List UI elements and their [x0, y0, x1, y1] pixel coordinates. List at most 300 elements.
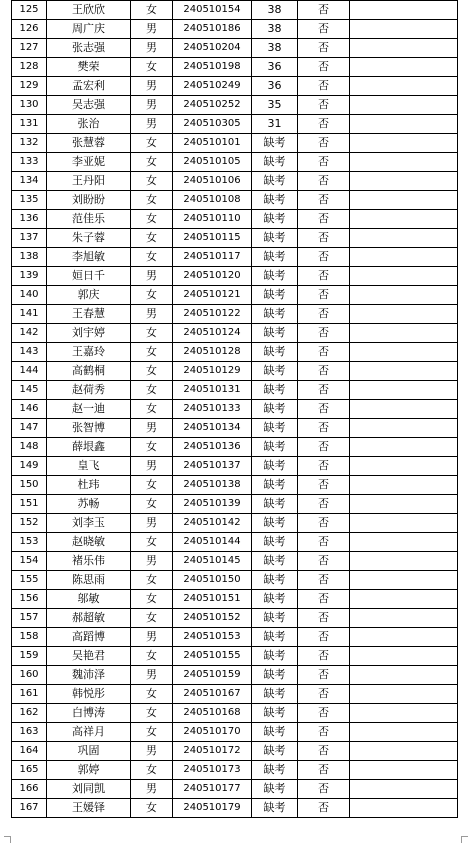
status-cell: 否 [298, 590, 350, 609]
student-id-cell: 240510128 [173, 343, 252, 362]
student-id-cell: 240510145 [173, 552, 252, 571]
row-number-cell: 137 [12, 229, 47, 248]
table-row [12, 39, 458, 58]
status-cell: 否 [298, 704, 350, 723]
score-cell: 缺考 [252, 210, 298, 229]
status-cell: 否 [298, 761, 350, 780]
table-row [12, 704, 458, 723]
status-cell: 否 [298, 742, 350, 761]
table-row [12, 267, 458, 286]
student-id-cell: 240510136 [173, 438, 252, 457]
note-cell [350, 647, 458, 666]
table-row [12, 191, 458, 210]
table-row [12, 210, 458, 229]
row-number-cell: 145 [12, 381, 47, 400]
table-row [12, 685, 458, 704]
row-number-cell: 149 [12, 457, 47, 476]
table-row [12, 666, 458, 685]
status-cell: 否 [298, 666, 350, 685]
score-cell: 缺考 [252, 628, 298, 647]
gender-cell: 男 [131, 115, 173, 134]
gender-cell: 女 [131, 495, 173, 514]
gender-cell: 女 [131, 799, 173, 818]
gender-cell: 女 [131, 438, 173, 457]
student-id-cell: 240510142 [173, 514, 252, 533]
row-number-cell: 164 [12, 742, 47, 761]
student-id-cell: 240510138 [173, 476, 252, 495]
name-cell: 褚乐伟 [47, 552, 131, 571]
status-cell: 否 [298, 457, 350, 476]
note-cell [350, 476, 458, 495]
table-row [12, 343, 458, 362]
score-cell: 缺考 [252, 324, 298, 343]
gender-cell: 女 [131, 229, 173, 248]
note-cell [350, 191, 458, 210]
row-number-cell: 151 [12, 495, 47, 514]
status-cell: 否 [298, 267, 350, 286]
gender-cell: 女 [131, 476, 173, 495]
status-cell: 否 [298, 343, 350, 362]
status-cell: 否 [298, 799, 350, 818]
note-cell [350, 229, 458, 248]
row-number-cell: 153 [12, 533, 47, 552]
row-number-cell: 130 [12, 96, 47, 115]
row-number-cell: 135 [12, 191, 47, 210]
name-cell: 范佳乐 [47, 210, 131, 229]
name-cell: 刘宇婷 [47, 324, 131, 343]
student-id-cell: 240510177 [173, 780, 252, 799]
name-cell: 李亚妮 [47, 153, 131, 172]
table-row [12, 761, 458, 780]
note-cell [350, 58, 458, 77]
row-number-cell: 157 [12, 609, 47, 628]
note-cell [350, 20, 458, 39]
row-number-cell: 159 [12, 647, 47, 666]
student-id-cell: 240510105 [173, 153, 252, 172]
name-cell: 薛垠鑫 [47, 438, 131, 457]
row-number-cell: 132 [12, 134, 47, 153]
gender-cell: 男 [131, 305, 173, 324]
row-number-cell: 147 [12, 419, 47, 438]
note-cell [350, 286, 458, 305]
row-number-cell: 163 [12, 723, 47, 742]
name-cell: 苏畅 [47, 495, 131, 514]
table-row [12, 324, 458, 343]
status-cell: 否 [298, 400, 350, 419]
score-cell: 缺考 [252, 685, 298, 704]
gender-cell: 女 [131, 381, 173, 400]
table-row [12, 419, 458, 438]
name-cell: 张慧蓉 [47, 134, 131, 153]
row-number-cell: 141 [12, 305, 47, 324]
student-id-cell: 240510106 [173, 172, 252, 191]
note-cell [350, 799, 458, 818]
student-id-cell: 240510152 [173, 609, 252, 628]
row-number-cell: 128 [12, 58, 47, 77]
student-id-cell: 240510249 [173, 77, 252, 96]
table-row [12, 172, 458, 191]
gender-cell: 女 [131, 571, 173, 590]
gender-cell: 女 [131, 704, 173, 723]
gender-cell: 男 [131, 96, 173, 115]
table-row [12, 723, 458, 742]
status-cell: 否 [298, 514, 350, 533]
name-cell: 高蹈博 [47, 628, 131, 647]
name-cell: 樊荣 [47, 58, 131, 77]
name-cell: 陈思雨 [47, 571, 131, 590]
row-number-cell: 131 [12, 115, 47, 134]
student-id-cell: 240510137 [173, 457, 252, 476]
row-number-cell: 148 [12, 438, 47, 457]
row-number-cell: 162 [12, 704, 47, 723]
student-id-cell: 240510122 [173, 305, 252, 324]
status-cell: 否 [298, 381, 350, 400]
note-cell [350, 685, 458, 704]
score-cell: 缺考 [252, 286, 298, 305]
row-number-cell: 158 [12, 628, 47, 647]
gender-cell: 男 [131, 742, 173, 761]
note-cell [350, 343, 458, 362]
student-id-cell: 240510204 [173, 39, 252, 58]
name-cell: 吴志强 [47, 96, 131, 115]
name-cell: 高鹤桐 [47, 362, 131, 381]
name-cell: 刘李玉 [47, 514, 131, 533]
row-number-cell: 138 [12, 248, 47, 267]
status-cell: 否 [298, 153, 350, 172]
student-id-cell: 240510121 [173, 286, 252, 305]
score-cell: 缺考 [252, 381, 298, 400]
score-cell: 缺考 [252, 780, 298, 799]
student-id-cell: 240510167 [173, 685, 252, 704]
score-cell: 缺考 [252, 495, 298, 514]
score-cell: 缺考 [252, 153, 298, 172]
row-number-cell: 154 [12, 552, 47, 571]
score-cell: 缺考 [252, 248, 298, 267]
gender-cell: 女 [131, 191, 173, 210]
name-cell: 王媛铎 [47, 799, 131, 818]
name-cell: 郭婷 [47, 761, 131, 780]
student-id-cell: 240510110 [173, 210, 252, 229]
name-cell: 王欣欣 [47, 1, 131, 20]
name-cell: 赵荷秀 [47, 381, 131, 400]
table-row [12, 305, 458, 324]
student-id-cell: 240510198 [173, 58, 252, 77]
row-number-cell: 129 [12, 77, 47, 96]
table-row [12, 647, 458, 666]
note-cell [350, 134, 458, 153]
score-cell: 缺考 [252, 438, 298, 457]
status-cell: 否 [298, 172, 350, 191]
gender-cell: 女 [131, 590, 173, 609]
note-cell [350, 381, 458, 400]
table-row [12, 495, 458, 514]
name-cell: 姮日千 [47, 267, 131, 286]
student-id-cell: 240510133 [173, 400, 252, 419]
status-cell: 否 [298, 77, 350, 96]
table-row [12, 286, 458, 305]
student-id-cell: 240510139 [173, 495, 252, 514]
name-cell: 张智博 [47, 419, 131, 438]
row-number-cell: 140 [12, 286, 47, 305]
gender-cell: 男 [131, 514, 173, 533]
note-cell [350, 419, 458, 438]
score-cell: 缺考 [252, 723, 298, 742]
note-cell [350, 438, 458, 457]
status-cell: 否 [298, 571, 350, 590]
student-id-cell: 240510168 [173, 704, 252, 723]
row-number-cell: 134 [12, 172, 47, 191]
note-cell [350, 153, 458, 172]
note-cell [350, 514, 458, 533]
score-cell: 38 [252, 20, 298, 39]
table-row [12, 400, 458, 419]
status-cell: 否 [298, 362, 350, 381]
score-cell: 缺考 [252, 172, 298, 191]
note-cell [350, 172, 458, 191]
gender-cell: 女 [131, 210, 173, 229]
row-number-cell: 161 [12, 685, 47, 704]
row-number-cell: 127 [12, 39, 47, 58]
gender-cell: 女 [131, 324, 173, 343]
gender-cell: 男 [131, 77, 173, 96]
status-cell: 否 [298, 324, 350, 343]
score-cell: 缺考 [252, 343, 298, 362]
note-cell [350, 780, 458, 799]
page-corner-mark-right [461, 836, 468, 843]
name-cell: 白博涛 [47, 704, 131, 723]
row-number-cell: 133 [12, 153, 47, 172]
status-cell: 否 [298, 1, 350, 20]
table-row [12, 476, 458, 495]
name-cell: 郭庆 [47, 286, 131, 305]
gender-cell: 女 [131, 248, 173, 267]
row-number-cell: 125 [12, 1, 47, 20]
student-id-cell: 240510151 [173, 590, 252, 609]
score-cell: 38 [252, 39, 298, 58]
status-cell: 否 [298, 115, 350, 134]
name-cell: 张志强 [47, 39, 131, 58]
gender-cell: 女 [131, 134, 173, 153]
table-row [12, 590, 458, 609]
student-id-cell: 240510134 [173, 419, 252, 438]
student-id-cell: 240510305 [173, 115, 252, 134]
note-cell [350, 324, 458, 343]
student-id-cell: 240510144 [173, 533, 252, 552]
table-row [12, 153, 458, 172]
table-row [12, 362, 458, 381]
note-cell [350, 495, 458, 514]
score-cell: 缺考 [252, 666, 298, 685]
table-row [12, 514, 458, 533]
name-cell: 王丹阳 [47, 172, 131, 191]
name-cell: 赵一迪 [47, 400, 131, 419]
note-cell [350, 39, 458, 58]
gender-cell: 男 [131, 20, 173, 39]
table-row [12, 571, 458, 590]
student-id-cell: 240510131 [173, 381, 252, 400]
status-cell: 否 [298, 419, 350, 438]
student-id-cell: 240510101 [173, 134, 252, 153]
table-row [12, 115, 458, 134]
table-row [12, 134, 458, 153]
student-id-cell: 240510153 [173, 628, 252, 647]
student-id-cell: 240510108 [173, 191, 252, 210]
status-cell: 否 [298, 647, 350, 666]
score-cell: 35 [252, 96, 298, 115]
name-cell: 朱子蓉 [47, 229, 131, 248]
score-cell: 缺考 [252, 134, 298, 153]
table-row [12, 248, 458, 267]
row-number-cell: 155 [12, 571, 47, 590]
status-cell: 否 [298, 476, 350, 495]
gender-cell: 女 [131, 286, 173, 305]
score-cell: 36 [252, 58, 298, 77]
table-row [12, 628, 458, 647]
gender-cell: 男 [131, 457, 173, 476]
score-cell: 缺考 [252, 704, 298, 723]
name-cell: 韩悦彤 [47, 685, 131, 704]
name-cell: 吴艳君 [47, 647, 131, 666]
table-row [12, 77, 458, 96]
row-number-cell: 142 [12, 324, 47, 343]
note-cell [350, 77, 458, 96]
name-cell: 周广庆 [47, 20, 131, 39]
note-cell [350, 761, 458, 780]
gender-cell: 女 [131, 58, 173, 77]
name-cell: 刘同凯 [47, 780, 131, 799]
status-cell: 否 [298, 438, 350, 457]
status-cell: 否 [298, 628, 350, 647]
note-cell [350, 723, 458, 742]
results-table [11, 0, 458, 818]
status-cell: 否 [298, 609, 350, 628]
row-number-cell: 144 [12, 362, 47, 381]
name-cell: 高祥月 [47, 723, 131, 742]
score-cell: 缺考 [252, 305, 298, 324]
row-number-cell: 167 [12, 799, 47, 818]
status-cell: 否 [298, 533, 350, 552]
row-number-cell: 126 [12, 20, 47, 39]
table-row [12, 381, 458, 400]
student-id-cell: 240510154 [173, 1, 252, 20]
score-cell: 36 [252, 77, 298, 96]
gender-cell: 女 [131, 723, 173, 742]
name-cell: 王嘉玲 [47, 343, 131, 362]
status-cell: 否 [298, 96, 350, 115]
student-id-cell: 240510124 [173, 324, 252, 343]
gender-cell: 男 [131, 628, 173, 647]
status-cell: 否 [298, 780, 350, 799]
note-cell [350, 267, 458, 286]
status-cell: 否 [298, 495, 350, 514]
name-cell: 刘盼盼 [47, 191, 131, 210]
status-cell: 否 [298, 39, 350, 58]
page-corner-mark-left [4, 836, 11, 843]
note-cell [350, 628, 458, 647]
name-cell: 郝超敏 [47, 609, 131, 628]
score-cell: 缺考 [252, 514, 298, 533]
score-cell: 缺考 [252, 400, 298, 419]
gender-cell: 男 [131, 666, 173, 685]
table-row [12, 780, 458, 799]
note-cell [350, 96, 458, 115]
score-cell: 缺考 [252, 476, 298, 495]
gender-cell: 女 [131, 609, 173, 628]
name-cell: 赵晓敏 [47, 533, 131, 552]
table-row [12, 20, 458, 39]
table-row [12, 552, 458, 571]
score-cell: 缺考 [252, 362, 298, 381]
gender-cell: 男 [131, 780, 173, 799]
score-cell: 缺考 [252, 799, 298, 818]
table-row [12, 229, 458, 248]
score-cell: 缺考 [252, 647, 298, 666]
row-number-cell: 150 [12, 476, 47, 495]
note-cell [350, 362, 458, 381]
score-cell: 缺考 [252, 267, 298, 286]
name-cell: 杜玮 [47, 476, 131, 495]
student-id-cell: 240510186 [173, 20, 252, 39]
gender-cell: 女 [131, 172, 173, 191]
gender-cell: 女 [131, 761, 173, 780]
status-cell: 否 [298, 552, 350, 571]
note-cell [350, 210, 458, 229]
score-cell: 缺考 [252, 761, 298, 780]
note-cell [350, 552, 458, 571]
name-cell: 魏沛泽 [47, 666, 131, 685]
status-cell: 否 [298, 723, 350, 742]
student-id-cell: 240510172 [173, 742, 252, 761]
score-cell: 缺考 [252, 533, 298, 552]
name-cell: 王春慧 [47, 305, 131, 324]
status-cell: 否 [298, 248, 350, 267]
name-cell: 孟宏利 [47, 77, 131, 96]
name-cell: 巩固 [47, 742, 131, 761]
score-cell: 缺考 [252, 742, 298, 761]
table-row [12, 1, 458, 20]
row-number-cell: 152 [12, 514, 47, 533]
student-id-cell: 240510150 [173, 571, 252, 590]
status-cell: 否 [298, 58, 350, 77]
score-cell: 31 [252, 115, 298, 134]
gender-cell: 女 [131, 343, 173, 362]
gender-cell: 男 [131, 267, 173, 286]
student-id-cell: 240510155 [173, 647, 252, 666]
gender-cell: 男 [131, 419, 173, 438]
table-row [12, 58, 458, 77]
table-row [12, 457, 458, 476]
score-cell: 缺考 [252, 609, 298, 628]
note-cell [350, 704, 458, 723]
score-cell: 缺考 [252, 571, 298, 590]
student-id-cell: 240510173 [173, 761, 252, 780]
student-id-cell: 240510129 [173, 362, 252, 381]
note-cell [350, 305, 458, 324]
status-cell: 否 [298, 191, 350, 210]
score-cell: 缺考 [252, 457, 298, 476]
note-cell [350, 533, 458, 552]
table-row [12, 96, 458, 115]
row-number-cell: 156 [12, 590, 47, 609]
table-row [12, 609, 458, 628]
student-id-cell: 240510159 [173, 666, 252, 685]
row-number-cell: 166 [12, 780, 47, 799]
student-id-cell: 240510115 [173, 229, 252, 248]
status-cell: 否 [298, 685, 350, 704]
row-number-cell: 146 [12, 400, 47, 419]
note-cell [350, 457, 458, 476]
score-cell: 38 [252, 1, 298, 20]
